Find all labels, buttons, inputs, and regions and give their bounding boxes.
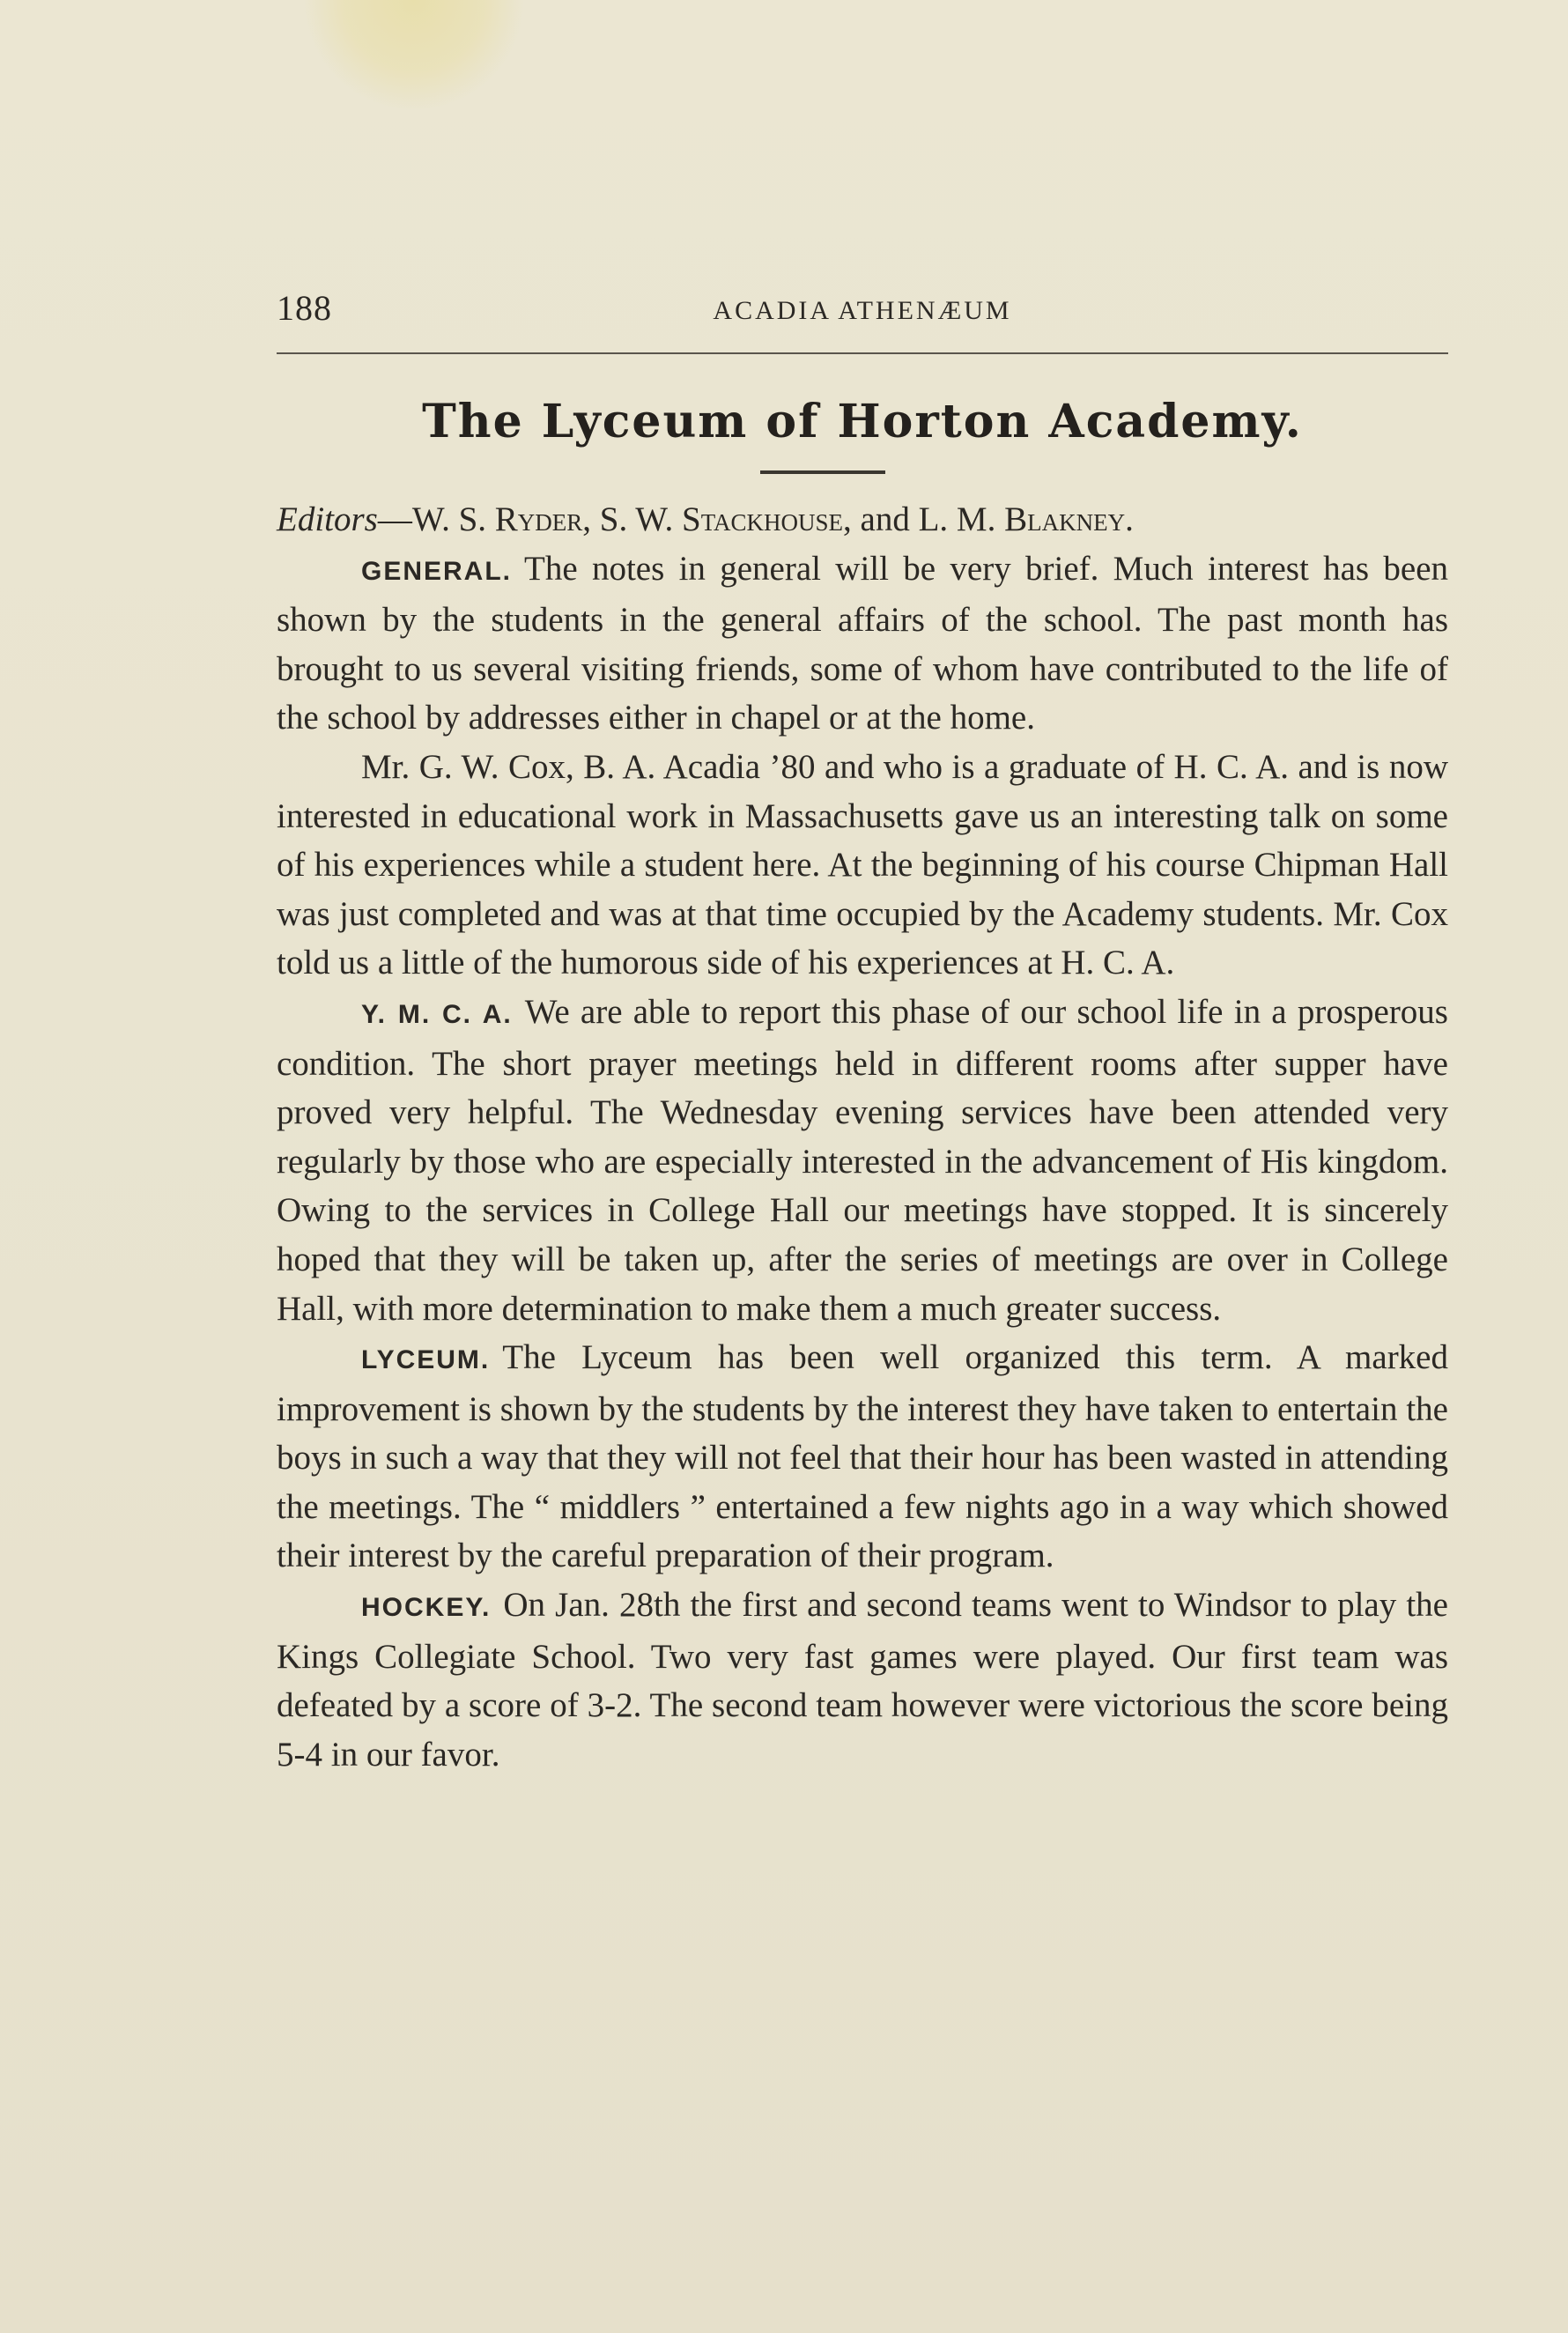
paragraph-ymca [277,988,1448,1333]
section-lead-lyceum: LYCEUM. [361,1345,491,1375]
section-lead-hockey: HOCKEY. [361,1593,492,1623]
header-rule [277,352,1448,354]
paragraph-text: The notes in general will be very brief. Much interest has been shown by the students in the general affairs of the school. The past month has brought to us several visiting friends, some of whom have contributed to the life of the school by addresses either in chapel or at the home. [277,549,1448,737]
paragraph-hockey [277,1581,1448,1779]
paragraph-text: On Jan. 28th the first and second teams went to Windsor to play the Kings Collegiate School. Two very fast games were played. Our first team was defeated by a score of 3-2. The second team however were victorious the score being 5-4 in our favor. [277,1586,1448,1774]
editor-name: W. S. Ryder [411,500,583,538]
editors-line [277,495,1448,544]
page-number: 188 [277,288,332,328]
paragraph-text: The Lyceum has been well organized this term. A marked improvement is shown by the students by the interest they have taken to entertain the boys in such a way that they will not feel that their hour has been wasted in attending the meetings. The “ middlers ” entertained a few nights ago in a way which showed their interest by the careful preparation of their program. [277,1338,1448,1575]
title-rule [760,470,885,474]
editor-separator: , [582,500,600,538]
paragraph-text: We are able to report this phase of our school life in a prosperous condition. The short prayer meetings held in different rooms after supper have proved very helpful. The Wednesday evening services have been attended very regularly by those who are especially interested in the advancement of His kingdom. Owing to the services in College Hall our meetings have stopped. It is sincerely hoped that they will be taken up, after the series of meetings are over in College Hall, with more determination to make them a much greater success. [277,992,1448,1328]
paragraph-general [277,544,1448,743]
paragraph-text: Mr. G. W. Cox, B. A. Acadia ’80 and who is a graduate of H. C. A. and is now interested in educational work in Massachusetts gave us an interesting talk on some of his experiences while a student here. At the beginning of his course Chipman Hall was just completed and was at that time occupied by the Academy students. Mr. Cox told us a little of the humorous side of his experiences at H. C. A. [277,747,1448,982]
page-header [277,287,1448,337]
editors-label: Editors [277,500,378,538]
section-lead-general: GENERAL. [361,556,513,586]
paragraph-lyceum [277,1333,1448,1581]
section-lead-ymca: Y. M. C. A. [361,999,513,1029]
editors-dash: — [377,500,412,538]
section-title: The Lyceum of Horton Academy. [422,395,1303,448]
editor-separator: , and [843,500,919,538]
editors-end: . [1125,500,1134,538]
paragraph-cox [277,743,1448,988]
article-body [277,495,1448,1779]
editor-name: S. W. Stackhouse [599,500,844,538]
editor-name: L. M. Blakney [918,500,1126,538]
running-title: ACADIA ATHENÆUM [713,296,1012,325]
